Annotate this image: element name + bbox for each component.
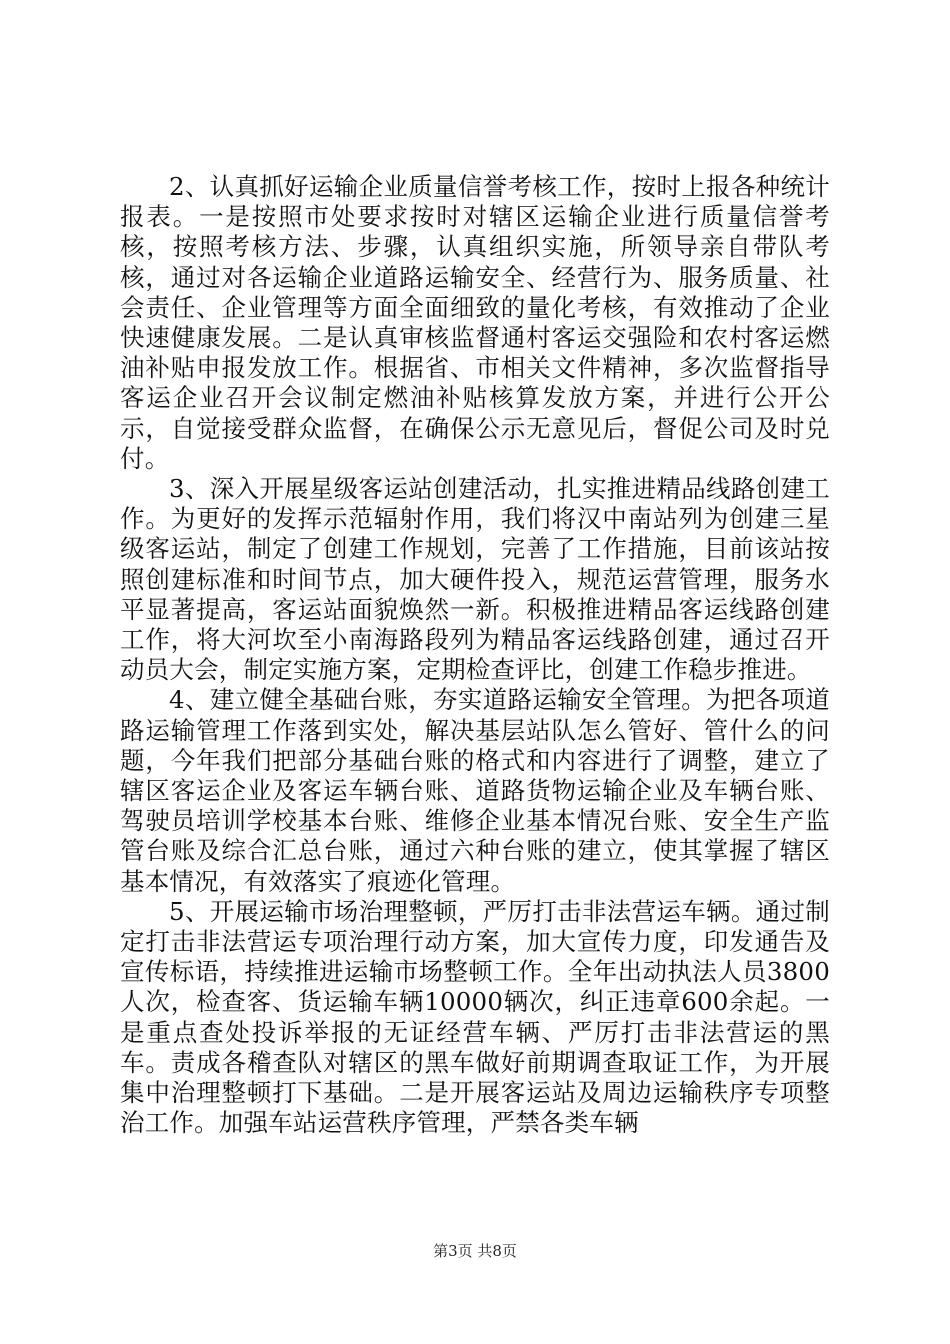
paragraph-4: 4、建立健全基础台账，夯实道路运输安全管理。为把各项道路运输管理工作落到实处，解决基层站队怎么管好、管什么的问题，今年我们把部分基础台账的格式和内容进行了调整，建立了辖区客运企业及客运车辆台账、道路货物运输企业及车辆台账、驾驶员培训学校基本台账、维修企业基本情况台账、安全生产监管台账及综合汇总台账，通过六种台账的建立，使其掌握了辖区基本情况，有效落实了痕迹化管理。 (120, 685, 830, 896)
page-number-footer: 第3页 共8页 (433, 1242, 517, 1260)
paragraph-5: 5、开展运输市场治理整顿，严厉打击非法营运车辆。通过制定打击非法营运专项治理行动方案，加大宣传力度，印发通告及宣传标语，持续推进运输市场整顿工作。全年出动执法人员3800人次，检查客、货运输车辆10000辆次，纠正违章600余起。一是重点查处投诉举报的无证经营车辆、严厉打击非法营运的黑车。责成各稽查队对辖区的黑车做好前期调查取证工作，为开展集中治理整顿打下基础。二是开展客运站及周边运输秩序专项整治工作。加强车站运营秩序管理，严禁各类车辆 (120, 896, 830, 1138)
paragraph-2: 2、认真抓好运输企业质量信誉考核工作，按时上报各种统计报表。一是按照市处要求按时对辖区运输企业进行质量信誉考核，按照考核方法、步骤，认真组织实施，所领导亲自带队考核，通过对各运输企业道路运输安全、经营行为、服务质量、社会责任、企业管理等方面全面细致的量化考核，有效推动了企业快速健康发展。二是认真审核监督通村客运交强险和农村客运燃油补贴申报发放工作。根据省、市相关文件精神，多次监督指导客运企业召开会议制定燃油补贴核算发放方案，并进行公开公示，自觉接受群众监督，在确保公示无意见后，督促公司及时兑付。 (120, 172, 830, 473)
document-body (120, 172, 830, 1139)
paragraph-3: 3、深入开展星级客运站创建活动，扎实推进精品线路创建工作。为更好的发挥示范辐射作用，我们将汉中南站列为创建三星级客运站，制定了创建工作规划，完善了工作措施，目前该站按照创建标准和时间节点，加大硬件投入，规范运营管理，服务水平显著提高，客运站面貌焕然一新。积极推进精品客运线路创建工作，将大河坎至小南海路段列为精品客运线路创建，通过召开动员大会，制定实施方案，定期检查评比，创建工作稳步推进。 (120, 474, 830, 685)
